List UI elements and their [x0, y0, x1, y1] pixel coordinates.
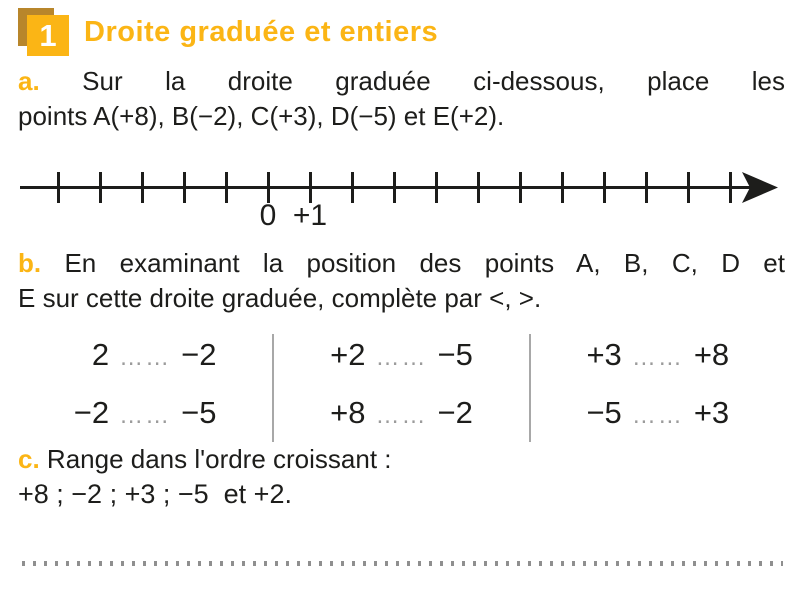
comparison-item: [562, 395, 754, 434]
answer-dotted-line: [22, 561, 783, 566]
question-a-line1: [18, 64, 785, 99]
question-c-text1: Range dans l'ordre croissant :: [46, 444, 392, 474]
left-operand: +2: [330, 337, 366, 372]
tick-mark: [477, 172, 480, 203]
comparison-item: [49, 395, 241, 434]
left-operand: 2: [91, 337, 110, 372]
comparison-grid: [18, 334, 785, 442]
right-operand: +3: [693, 395, 730, 430]
comparison-item: [305, 395, 497, 434]
tick-mark: [561, 172, 564, 203]
tick-mark: [603, 172, 606, 203]
tick-mark: [351, 172, 354, 203]
question-c: [18, 442, 785, 512]
comparison-item: [562, 337, 754, 376]
question-a-label: a.: [18, 66, 40, 96]
answer-blank: ……: [631, 344, 684, 371]
question-c-line2: +8 ; −2 ; +3 ; −5 et +2.: [18, 479, 292, 509]
tick-mark: [687, 172, 690, 203]
number-line-label: +1: [292, 199, 328, 232]
answer-blank: ……: [119, 344, 172, 371]
question-c-label: c.: [18, 444, 40, 474]
comparison-column: [274, 334, 530, 442]
question-a-text1: Sur la droite graduée ci-dessous, place les: [82, 66, 785, 96]
tick-mark: [225, 172, 228, 203]
left-operand: +8: [330, 395, 366, 430]
question-b-label: b.: [18, 248, 42, 278]
answer-blank: ……: [375, 344, 428, 371]
right-operand: −2: [181, 337, 217, 372]
right-operand: −2: [437, 395, 473, 430]
answer-blank: ……: [119, 402, 172, 429]
comparison-column: [18, 334, 274, 442]
tick-mark: [519, 172, 522, 203]
right-operand: +8: [693, 337, 730, 372]
left-operand: −2: [73, 395, 110, 430]
badge-number: 1: [27, 15, 69, 56]
question-b: [18, 246, 785, 316]
question-c-line1: [18, 442, 785, 477]
tick-mark: [99, 172, 102, 203]
question-a-line2: points A(+8), B(−2), C(+3), D(−5) et E(+2).: [18, 101, 505, 131]
tick-mark: [141, 172, 144, 203]
exercise-title: Droite graduée et entiers: [84, 15, 439, 48]
tick-mark: [393, 172, 396, 203]
comparison-column: [531, 334, 785, 442]
number-line-axis: [20, 186, 752, 189]
answer-blank: ……: [631, 402, 684, 429]
tick-mark: [435, 172, 438, 203]
right-operand: −5: [181, 395, 217, 430]
tick-mark: [183, 172, 186, 203]
question-a: [18, 64, 785, 134]
exercise-header: [18, 8, 438, 56]
tick-mark: [57, 172, 60, 203]
tick-mark: [645, 172, 648, 203]
right-operand: −5: [437, 337, 473, 372]
comparison-item: [305, 337, 497, 376]
exercise-number-badge: [18, 8, 70, 56]
answer-blank: ……: [375, 402, 428, 429]
tick-mark: [729, 172, 732, 203]
question-b-text1: En examinant la position des points A, B, C, D et: [64, 248, 785, 278]
arrow-right-icon: [742, 171, 779, 204]
number-line-label: 0: [259, 199, 277, 232]
left-operand: −5: [586, 395, 622, 430]
left-operand: +3: [586, 337, 622, 372]
question-b-line2: E sur cette droite graduée, complète par <, >.: [18, 283, 542, 313]
comparison-item: [49, 337, 241, 376]
question-b-line1: [18, 246, 785, 281]
